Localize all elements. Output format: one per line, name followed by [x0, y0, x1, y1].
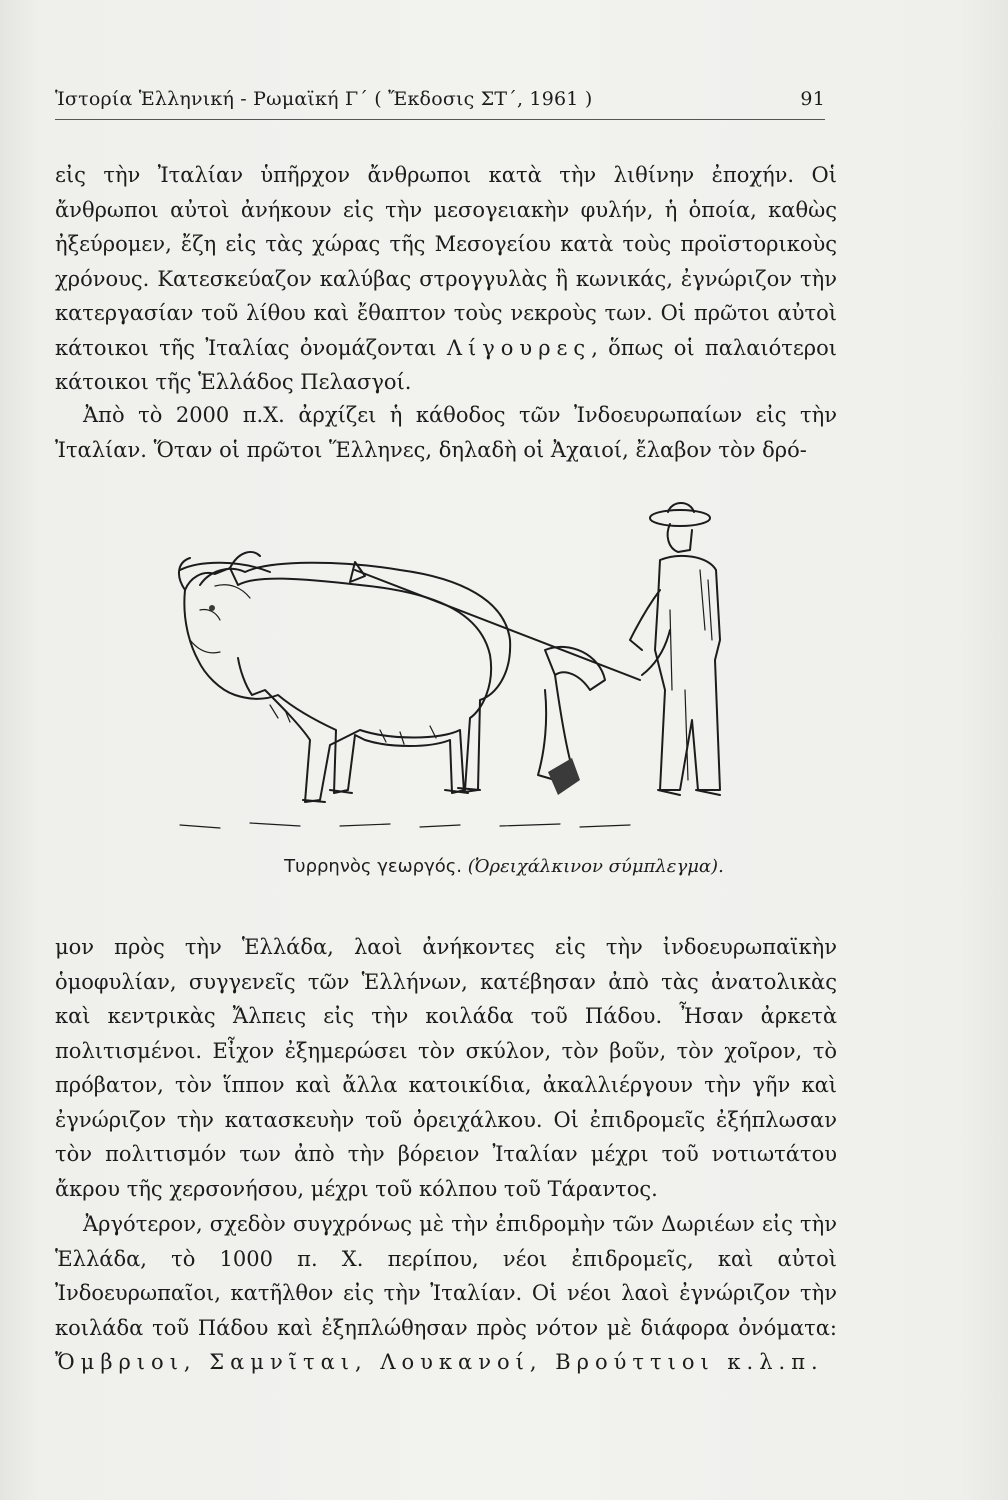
farmer-hat	[650, 510, 710, 526]
caption-main: Τυρρηνὸς γεωργός.	[284, 856, 463, 877]
paragraph-1-text-a: εἰς τὴν Ἰταλίαν ὑπῆρχον ἄνθρωποι κατὰ τὴν λιθίνην ἐποχήν. Οἱ ἄνθρωποι αὐτοὶ ἀνήκουν εἰς τὴν μεσογειακὴν φυλήν, ἡ ὁποία, καθὼς ἠξεύρομεν, ἔζη εἰς τὰς χώρας τῆς Μεσογείου κατὰ τοὺς προϊστορικοὺς χρόνους. Κατεσκεύαζον καλύβας στρογγυλὰς ἢ κωνικάς, ἐγνώριζον τὴν κατεργασίαν τοῦ λίθου καὶ ἔθαπτον τοὺς νεκροὺς των. Οἱ πρῶτοι αὐτοὶ κάτοικοι τῆς Ἰταλίας ὀνομάζονται	[55, 163, 837, 360]
running-title: Ἱστορία Ἑλληνική - Ρωμαϊκή Γ΄ ( Ἔκδοσις ΣΤ΄, 1961 )	[55, 88, 593, 110]
ploughshare	[548, 758, 580, 795]
plough-handle	[545, 647, 605, 690]
ox-head-detail	[190, 585, 250, 653]
header-rule	[55, 119, 825, 120]
peoples-names: Ὄμβριοι, Σαμνῖται, Λουκανοί, Βρούττιοι κ.λ.π.	[55, 1350, 824, 1374]
plowman-illustration	[160, 490, 750, 840]
caption-italic: (Ὀρειχάλκινον σύμπλεγμα).	[467, 856, 724, 877]
paragraph-1	[55, 158, 837, 400]
paragraph-3: μον πρὸς τὴν Ἑλλάδα, λαοὶ ἀνήκοντες εἰς τὴν ἰνδοευρωπαϊκὴν ὁμοφυλίαν, συγγενεῖς τῶν Ἑλλήνων, κατέβησαν ἀπὸ τὰς ἀνατολικὰς καὶ κεντρικὰς Ἄλπεις εἰς τὴν κοιλάδα τοῦ Πάδου. Ἦσαν ἀρκετὰ πολιτισμένοι. Εἶχον ἐξημερώσει τὸν σκύλον, τὸν βοῦν, τὸν χοῖρον, τὸ πρόβατον, τὸν ἵππον καὶ ἄλλα κατοικίδια, ἀκαλλιέργουν τὴν γῆν καὶ ἐγνώριζον τὴν κατασκευὴν τοῦ ὀρειχάλκου. Οἱ ἐπιδρομεῖς ἐξήπλωσαν τὸν πολιτισμόν των ἀπὸ τὴν βόρειον Ἰταλίαν μέχρι τοῦ νοτιωτάτου ἄκρου τῆς χερσονήσου, μέχρι τοῦ κόλπου τοῦ Τάραντος.	[55, 935, 837, 1201]
rear-ox-outline	[200, 563, 510, 802]
paragraph-4	[55, 1207, 837, 1380]
ground-line	[180, 823, 630, 828]
paragraph-4-text: Ἀργότερον, σχεδὸν συγχρόνως μὲ τὴν ἐπιδρομὴν τῶν Δωριέων εἰς τὴν Ἑλλάδα, τὸ 1000 π. Χ. περίπου, νέοι ἐπιδρομεῖς, καὶ αὐτοὶ Ἰνδοευρωπαῖοι, κατῆλθον εἰς τὴν Ἰταλίαν. Οἱ νέοι λαοὶ ἐγνώριζον τὴν κοιλάδα τοῦ Πάδου καὶ ἐξηπλώθησαν πρὸς νότον μὲ διάφορα ὀνόματα:	[55, 1212, 837, 1340]
farmer-robe-folds	[670, 570, 712, 780]
farmer-face	[668, 524, 692, 552]
paragraph-2: Ἀπὸ τὸ 2000 π.Χ. ἀρχίζει ἡ κάθοδος τῶν Ἰνδοευρωπαίων εἰς τὴν Ἰταλίαν. Ὅταν οἱ πρῶτοι Ἕλληνες, δηλαδὴ οἱ Ἀχαιοί, ἔλαβον τὸν δρό-	[55, 403, 837, 462]
ox-hooves	[303, 788, 480, 802]
paragraph-1-text-b: , ὅπως οἱ παλαιότεροι κάτοικοι τῆς Ἑλλάδος Πελασγοί.	[55, 335, 837, 394]
ox-eye	[209, 605, 215, 611]
page-header	[55, 88, 825, 118]
page-number: 91	[800, 88, 825, 110]
ligures-name: Λίγουρες	[446, 335, 592, 360]
front-ox-outline	[184, 568, 491, 793]
plowman-drawing	[160, 490, 750, 840]
figure-caption	[0, 856, 1008, 877]
